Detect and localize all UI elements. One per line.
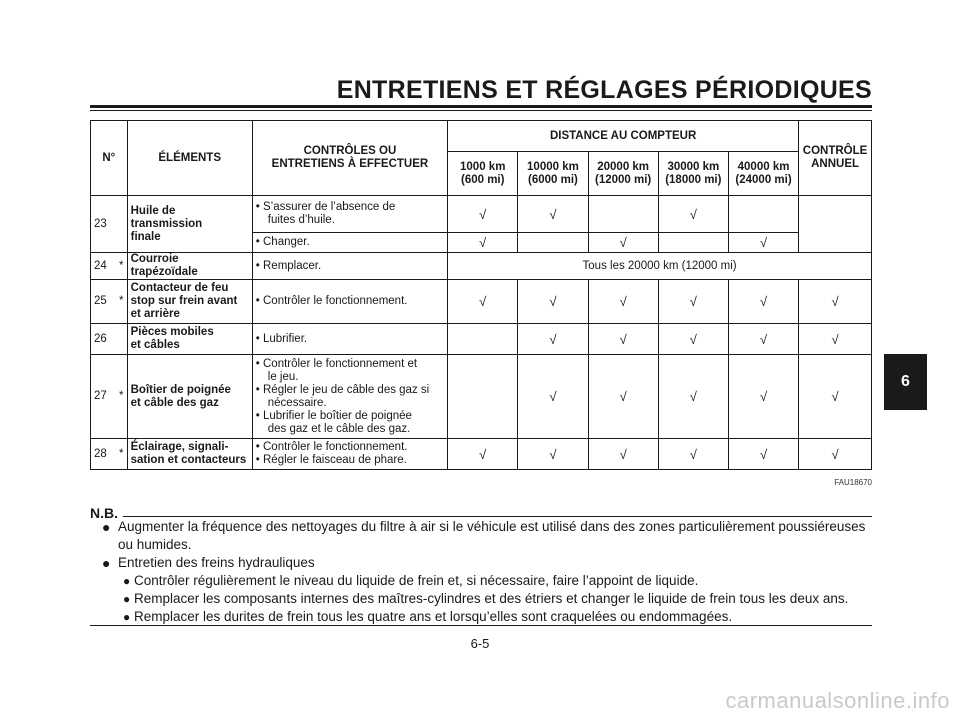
title-rule-thick xyxy=(90,105,872,108)
row-task: • Remplacer. xyxy=(252,253,447,280)
check-mark: √ xyxy=(799,280,872,324)
check-mark: √ xyxy=(518,280,588,324)
check-mark: √ xyxy=(518,196,588,233)
distance-4: 30000 km (18000 mi) xyxy=(658,152,728,196)
row-star: * xyxy=(116,280,127,324)
list-item: ● Contrôler régulièrement le niveau du liquide de frein et, si nécessaire, faire l’appoint de liquide. xyxy=(123,573,699,588)
row-item: Contacteur de feu stop sur frein avant et arrière xyxy=(127,280,252,324)
check-mark: √ xyxy=(728,355,798,439)
check-mark: √ xyxy=(518,439,588,470)
distance-2: 10000 km (6000 mi) xyxy=(518,152,588,196)
check-mark: √ xyxy=(728,439,798,470)
row-star: * xyxy=(116,355,127,439)
check-mark: √ xyxy=(448,196,518,233)
row-star xyxy=(116,196,127,253)
table-row xyxy=(91,253,872,280)
interval-text: Tous les 20000 km (12000 mi) xyxy=(448,253,872,280)
check-mark: √ xyxy=(728,233,798,253)
check-mark: √ xyxy=(588,280,658,324)
bullet-icon: ● xyxy=(123,610,131,624)
list-item: ● Augmenter la fréquence des nettoyages du filtre à air si le véhicule est utilisé dans des zones particulièrement poussiéreuses ou humides. xyxy=(102,519,866,552)
check-mark: √ xyxy=(658,196,728,233)
row-item: Huile de transmission finale xyxy=(127,196,252,253)
check-mark: √ xyxy=(588,439,658,470)
row-item: Boîtier de poignée et câble des gaz xyxy=(127,355,252,439)
page-number: 6-5 xyxy=(470,636,490,651)
row-star xyxy=(116,324,127,355)
check-mark: √ xyxy=(518,355,588,439)
row-item: Courroie trapézoïdale xyxy=(127,253,252,280)
check-mark: √ xyxy=(518,324,588,355)
row-item: Pièces mobiles et câbles xyxy=(127,324,252,355)
check-mark: √ xyxy=(448,233,518,253)
row-item: Éclairage, signali- sation et contacteurs xyxy=(127,439,252,470)
bottom-rule xyxy=(90,625,872,626)
table-row xyxy=(91,439,872,470)
bullet-icon: ● xyxy=(123,574,131,588)
check-mark: √ xyxy=(658,439,728,470)
row-task: • Changer. xyxy=(252,233,447,253)
row-task: • Contrôler le fonctionnement. • Régler le faisceau de phare. xyxy=(252,439,447,470)
row-number: 26 xyxy=(91,324,116,355)
check-mark: √ xyxy=(658,280,728,324)
bullet-icon: ● xyxy=(123,592,131,606)
distance-3: 20000 km (12000 mi) xyxy=(588,152,658,196)
row-number: 25 xyxy=(91,280,116,324)
check-mark: √ xyxy=(448,439,518,470)
row-number: 28 xyxy=(91,439,116,470)
table-row xyxy=(91,280,872,324)
row-task: • S’assurer de l’absence de fuites d’huile. xyxy=(252,196,447,233)
check-mark: √ xyxy=(448,280,518,324)
table-row xyxy=(91,355,872,439)
document-code: FAU18670 xyxy=(834,478,872,487)
watermark: carmanualsonline.info xyxy=(725,688,950,713)
row-star: * xyxy=(116,253,127,280)
page-title: ENTRETIENS ET RÉGLAGES PÉRIODIQUES xyxy=(336,76,872,104)
nb-notes xyxy=(90,518,880,626)
check-mark: √ xyxy=(588,324,658,355)
header-distance: DISTANCE AU COMPTEUR xyxy=(448,121,799,152)
list-item: ● Remplacer les durites de frein tous les quatre ans et lorsqu’elles sont craquelées ou endommagées. xyxy=(123,609,733,624)
header-annual: CONTRÔLE ANNUEL xyxy=(799,121,872,196)
check-mark: √ xyxy=(658,355,728,439)
distance-5: 40000 km (24000 mi) xyxy=(728,152,798,196)
header-items: ÉLÉMENTS xyxy=(127,121,252,196)
check-mark: √ xyxy=(588,355,658,439)
list-item: ● Remplacer les composants internes des maîtres-cylindres et des étriers et changer le liquide de frein tous les deux ans. xyxy=(123,591,849,606)
row-number: 23 xyxy=(91,196,116,253)
row-number: 27 xyxy=(91,355,116,439)
row-number: 24 xyxy=(91,253,116,280)
check-mark: √ xyxy=(658,324,728,355)
check-mark: √ xyxy=(728,280,798,324)
header-no: N° xyxy=(91,121,128,196)
bullet-icon: ● xyxy=(102,555,111,571)
check-mark: √ xyxy=(799,324,872,355)
header-checks: CONTRÔLES OU ENTRETIENS À EFFECTUER xyxy=(252,121,447,196)
nb-rule xyxy=(123,516,872,517)
check-mark: √ xyxy=(588,233,658,253)
title-rule-thin xyxy=(90,110,872,111)
row-task: • Lubrifier. xyxy=(252,324,447,355)
check-mark: √ xyxy=(728,324,798,355)
row-task: • Contrôler le fonctionnement. xyxy=(252,280,447,324)
distance-1: 1000 km (600 mi) xyxy=(448,152,518,196)
maintenance-table xyxy=(90,120,872,470)
bullet-icon: ● xyxy=(102,519,111,535)
chapter-tab[interactable]: 6 xyxy=(884,354,927,410)
list-item: ● Entretien des freins hydrauliques xyxy=(102,555,315,571)
row-star: * xyxy=(116,439,127,470)
check-mark: √ xyxy=(799,439,872,470)
table-row xyxy=(91,196,872,233)
check-mark: √ xyxy=(799,355,872,439)
row-task: • Contrôler le fonctionnement et le jeu. • Régler le jeu de câble des gaz si nécessaire. • Lubrifier le boîtier de poignée des gaz et le câble des gaz. xyxy=(252,355,447,439)
table-row xyxy=(91,324,872,355)
nb-heading: N.B. xyxy=(90,505,118,521)
